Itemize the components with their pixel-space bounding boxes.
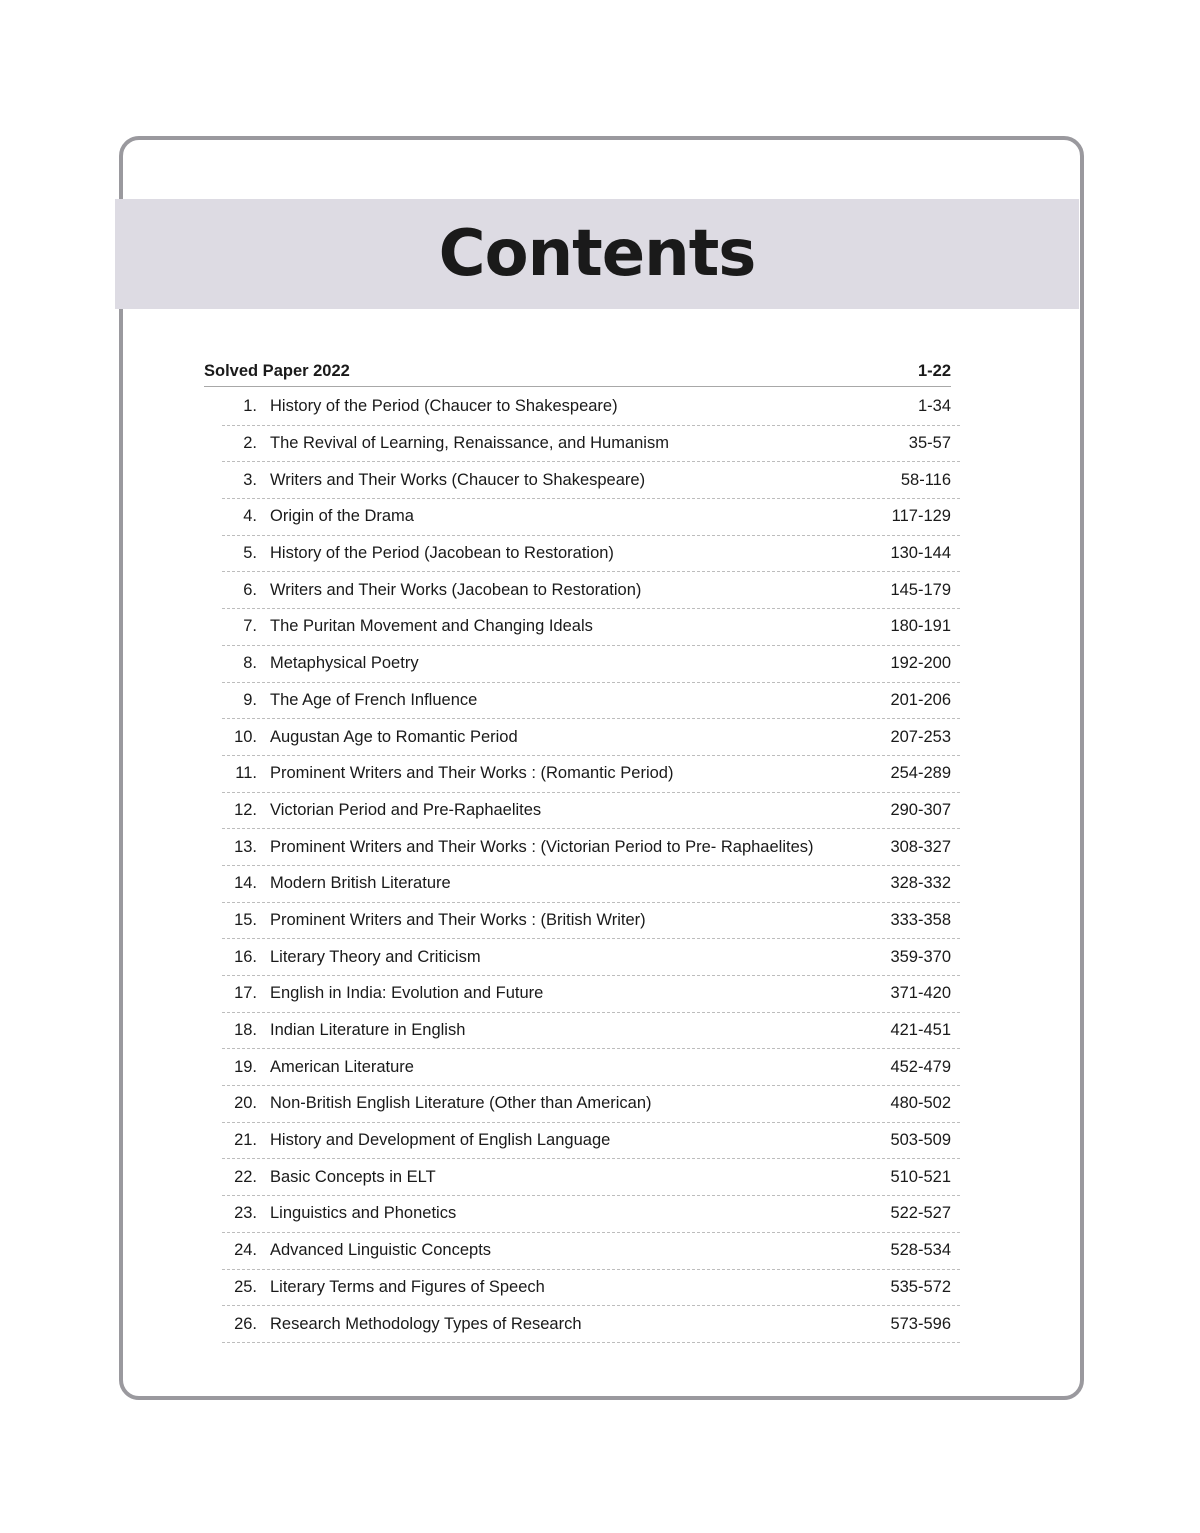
toc-entry[interactable]: [222, 1306, 960, 1343]
entry-number: 10.: [234, 727, 257, 746]
entry-pages: 535-572: [890, 1277, 951, 1296]
entry-title: History of the Period (Jacobean to Restoration): [270, 544, 614, 563]
entry-title: History of the Period (Chaucer to Shakespeare): [270, 397, 618, 416]
toc-entry[interactable]: [222, 1233, 960, 1270]
entry-number: 9.: [243, 690, 257, 709]
entry-title: Modern British Literature: [270, 874, 451, 893]
entry-number: 1.: [243, 397, 257, 416]
entry-pages: 333-358: [890, 910, 951, 929]
toc-entry[interactable]: [222, 1049, 960, 1086]
toc-entry[interactable]: [222, 462, 960, 499]
entry-pages: 1-34: [917, 397, 951, 416]
entry-title: English in India: Evolution and Future: [270, 984, 544, 1003]
entry-pages: 117-129: [891, 507, 951, 526]
entry-number: 23.: [234, 1204, 257, 1223]
entry-title: Indian Literature in English: [270, 1021, 466, 1040]
entry-number: 26.: [234, 1314, 257, 1333]
entry-number: 19.: [234, 1057, 257, 1076]
toc-entry[interactable]: [222, 939, 960, 976]
contents-list: [222, 389, 960, 1343]
entry-title: Prominent Writers and Their Works : (Romantic Period): [270, 764, 674, 783]
entry-pages: 207-253: [890, 727, 951, 746]
entry-title: Victorian Period and Pre-Raphaelites: [270, 800, 542, 819]
entry-title: Augustan Age to Romantic Period: [270, 727, 518, 746]
entry-title: Research Methodology Types of Research: [270, 1314, 582, 1333]
entry-pages: 503-509: [890, 1131, 951, 1150]
toc-entry[interactable]: [222, 499, 960, 536]
entry-pages: 452-479: [890, 1057, 951, 1076]
entry-number: 16.: [234, 947, 257, 966]
entry-pages: 145-179: [890, 580, 951, 599]
entry-pages: 180-191: [890, 617, 951, 636]
solved-paper-label: Solved Paper 2022: [204, 361, 350, 380]
toc-entry[interactable]: [222, 719, 960, 756]
toc-entry[interactable]: [222, 683, 960, 720]
entry-number: 24.: [234, 1241, 257, 1260]
entry-title: Linguistics and Phonetics: [270, 1204, 457, 1223]
solved-paper-row[interactable]: [204, 356, 951, 387]
entry-number: 11.: [235, 764, 257, 783]
entry-number: 4.: [243, 507, 257, 526]
entry-pages: 308-327: [890, 837, 951, 856]
entry-number: 20.: [234, 1094, 257, 1113]
entry-number: 5.: [243, 544, 257, 563]
page-title: Contents: [438, 217, 756, 291]
entry-pages: 522-527: [890, 1204, 951, 1223]
entry-title: The Puritan Movement and Changing Ideals: [270, 617, 593, 636]
entry-title: The Revival of Learning, Renaissance, and Humanism: [270, 434, 669, 453]
entry-pages: 421-451: [890, 1021, 951, 1040]
entry-number: 13.: [234, 837, 257, 856]
entry-number: 25.: [234, 1277, 257, 1296]
entry-title: History and Development of English Language: [270, 1131, 611, 1150]
entry-number: 14.: [234, 874, 257, 893]
entry-number: 18.: [234, 1021, 257, 1040]
entry-title: Literary Terms and Figures of Speech: [270, 1277, 545, 1296]
entry-title: American Literature: [270, 1057, 414, 1076]
entry-pages: 192-200: [890, 654, 951, 673]
entry-pages: 573-596: [890, 1314, 951, 1333]
entry-pages: 35-57: [908, 434, 951, 453]
entry-pages: 201-206: [890, 690, 951, 709]
toc-entry[interactable]: [222, 609, 960, 646]
entry-number: 3.: [243, 470, 257, 489]
toc-entry[interactable]: [222, 756, 960, 793]
entry-title: Advanced Linguistic Concepts: [270, 1241, 492, 1260]
toc-entry[interactable]: [222, 536, 960, 573]
entry-title: Basic Concepts in ELT: [270, 1167, 436, 1186]
entry-title: Origin of the Drama: [270, 507, 414, 526]
toc-entry[interactable]: [222, 646, 960, 683]
toc-entry[interactable]: [222, 572, 960, 609]
toc-entry[interactable]: [222, 1159, 960, 1196]
entry-pages: 371-420: [890, 984, 951, 1003]
entry-number: 17.: [234, 984, 257, 1003]
entry-number: 21.: [234, 1131, 257, 1150]
entry-title: Metaphysical Poetry: [270, 654, 419, 673]
entry-pages: 130-144: [890, 544, 951, 563]
entry-number: 15.: [234, 910, 257, 929]
entry-pages: 359-370: [890, 947, 951, 966]
entry-pages: 328-332: [890, 874, 951, 893]
entry-title: Writers and Their Works (Jacobean to Restoration): [270, 580, 642, 599]
toc-entry[interactable]: [222, 1123, 960, 1160]
solved-paper-pages: 1-22: [917, 361, 951, 380]
toc-entry[interactable]: [222, 976, 960, 1013]
entry-title: Literary Theory and Criticism: [270, 947, 481, 966]
entry-number: 2.: [243, 434, 257, 453]
entry-pages: 290-307: [890, 800, 951, 819]
entry-title: Non-British English Literature (Other than American): [270, 1094, 652, 1113]
toc-entry[interactable]: [222, 1086, 960, 1123]
toc-entry[interactable]: [222, 1196, 960, 1233]
toc-entry[interactable]: [222, 389, 960, 426]
entry-pages: 528-534: [890, 1241, 951, 1260]
toc-entry[interactable]: [222, 903, 960, 940]
toc-entry[interactable]: [222, 1013, 960, 1050]
entry-title: Writers and Their Works (Chaucer to Shakespeare): [270, 470, 646, 489]
entry-title: Prominent Writers and Their Works : (British Writer): [270, 910, 646, 929]
entry-pages: 480-502: [890, 1094, 951, 1113]
toc-entry[interactable]: [222, 829, 960, 866]
entry-number: 12.: [234, 800, 257, 819]
entry-title: Prominent Writers and Their Works : (Victorian Period to Pre- Raphaelites): [270, 837, 814, 856]
entry-pages: 510-521: [890, 1167, 951, 1186]
entry-number: 6.: [243, 580, 257, 599]
entry-number: 22.: [234, 1167, 257, 1186]
entry-pages: 58-116: [900, 470, 951, 489]
toc-entry[interactable]: [222, 426, 960, 463]
toc-entry[interactable]: [222, 1270, 960, 1307]
entry-pages: 254-289: [890, 764, 951, 783]
entry-title: The Age of French Influence: [270, 690, 478, 709]
entry-number: 8.: [243, 654, 257, 673]
toc-entry[interactable]: [222, 866, 960, 903]
toc-entry[interactable]: [222, 793, 960, 830]
entry-number: 7.: [243, 617, 257, 636]
